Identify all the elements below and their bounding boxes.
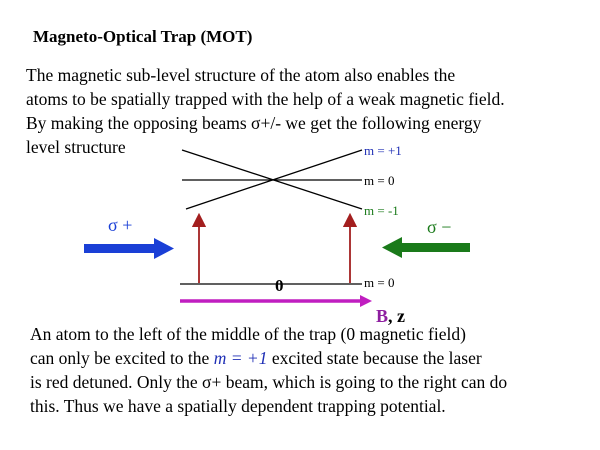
axis-label-b: B <box>376 306 389 326</box>
sigma-plus-beam-arrow <box>84 238 174 259</box>
b-field-axis-arrow <box>180 295 372 307</box>
outro-line-2-pre: can only be excited to the <box>30 348 214 368</box>
intro-line-3: By making the opposing beams σ+/- we get the following energy <box>26 113 482 133</box>
outro-line-4: this. Thus we have a spatially dependent trapping potential. <box>30 396 446 416</box>
sigma-plus-label: σ + <box>108 215 133 235</box>
outro-line-1: An atom to the left of the middle of the trap (0 magnetic field) <box>30 324 466 344</box>
label-m-zero-ground: m = 0 <box>364 275 395 290</box>
outro-paragraph <box>30 322 590 418</box>
axis-label-z: , z <box>388 306 406 326</box>
origin-label: 0 <box>275 276 284 295</box>
page-title: Magneto-Optical Trap (MOT) <box>33 27 253 46</box>
outro-line-2-em: m = +1 <box>213 348 268 368</box>
outro-line-2 <box>30 346 590 370</box>
sigma-minus-label: σ − <box>427 217 452 237</box>
outro-line-2-post: excited state because the laser <box>267 348 482 368</box>
label-m-plus-one: m = +1 <box>364 143 402 158</box>
intro-line-4: level structure <box>26 137 126 157</box>
label-m-minus-one: m = -1 <box>364 203 399 218</box>
outro-line-3: is red detuned. Only the σ+ beam, which is going to the right can do <box>30 372 508 392</box>
intro-line-1: The magnetic sub-level structure of the atom also enables the <box>26 65 456 85</box>
sigma-minus-beam-arrow <box>382 237 470 258</box>
label-m-zero-upper: m = 0 <box>364 173 395 188</box>
intro-line-2: atoms to be spatially trapped with the help of a weak magnetic field. <box>26 89 505 109</box>
